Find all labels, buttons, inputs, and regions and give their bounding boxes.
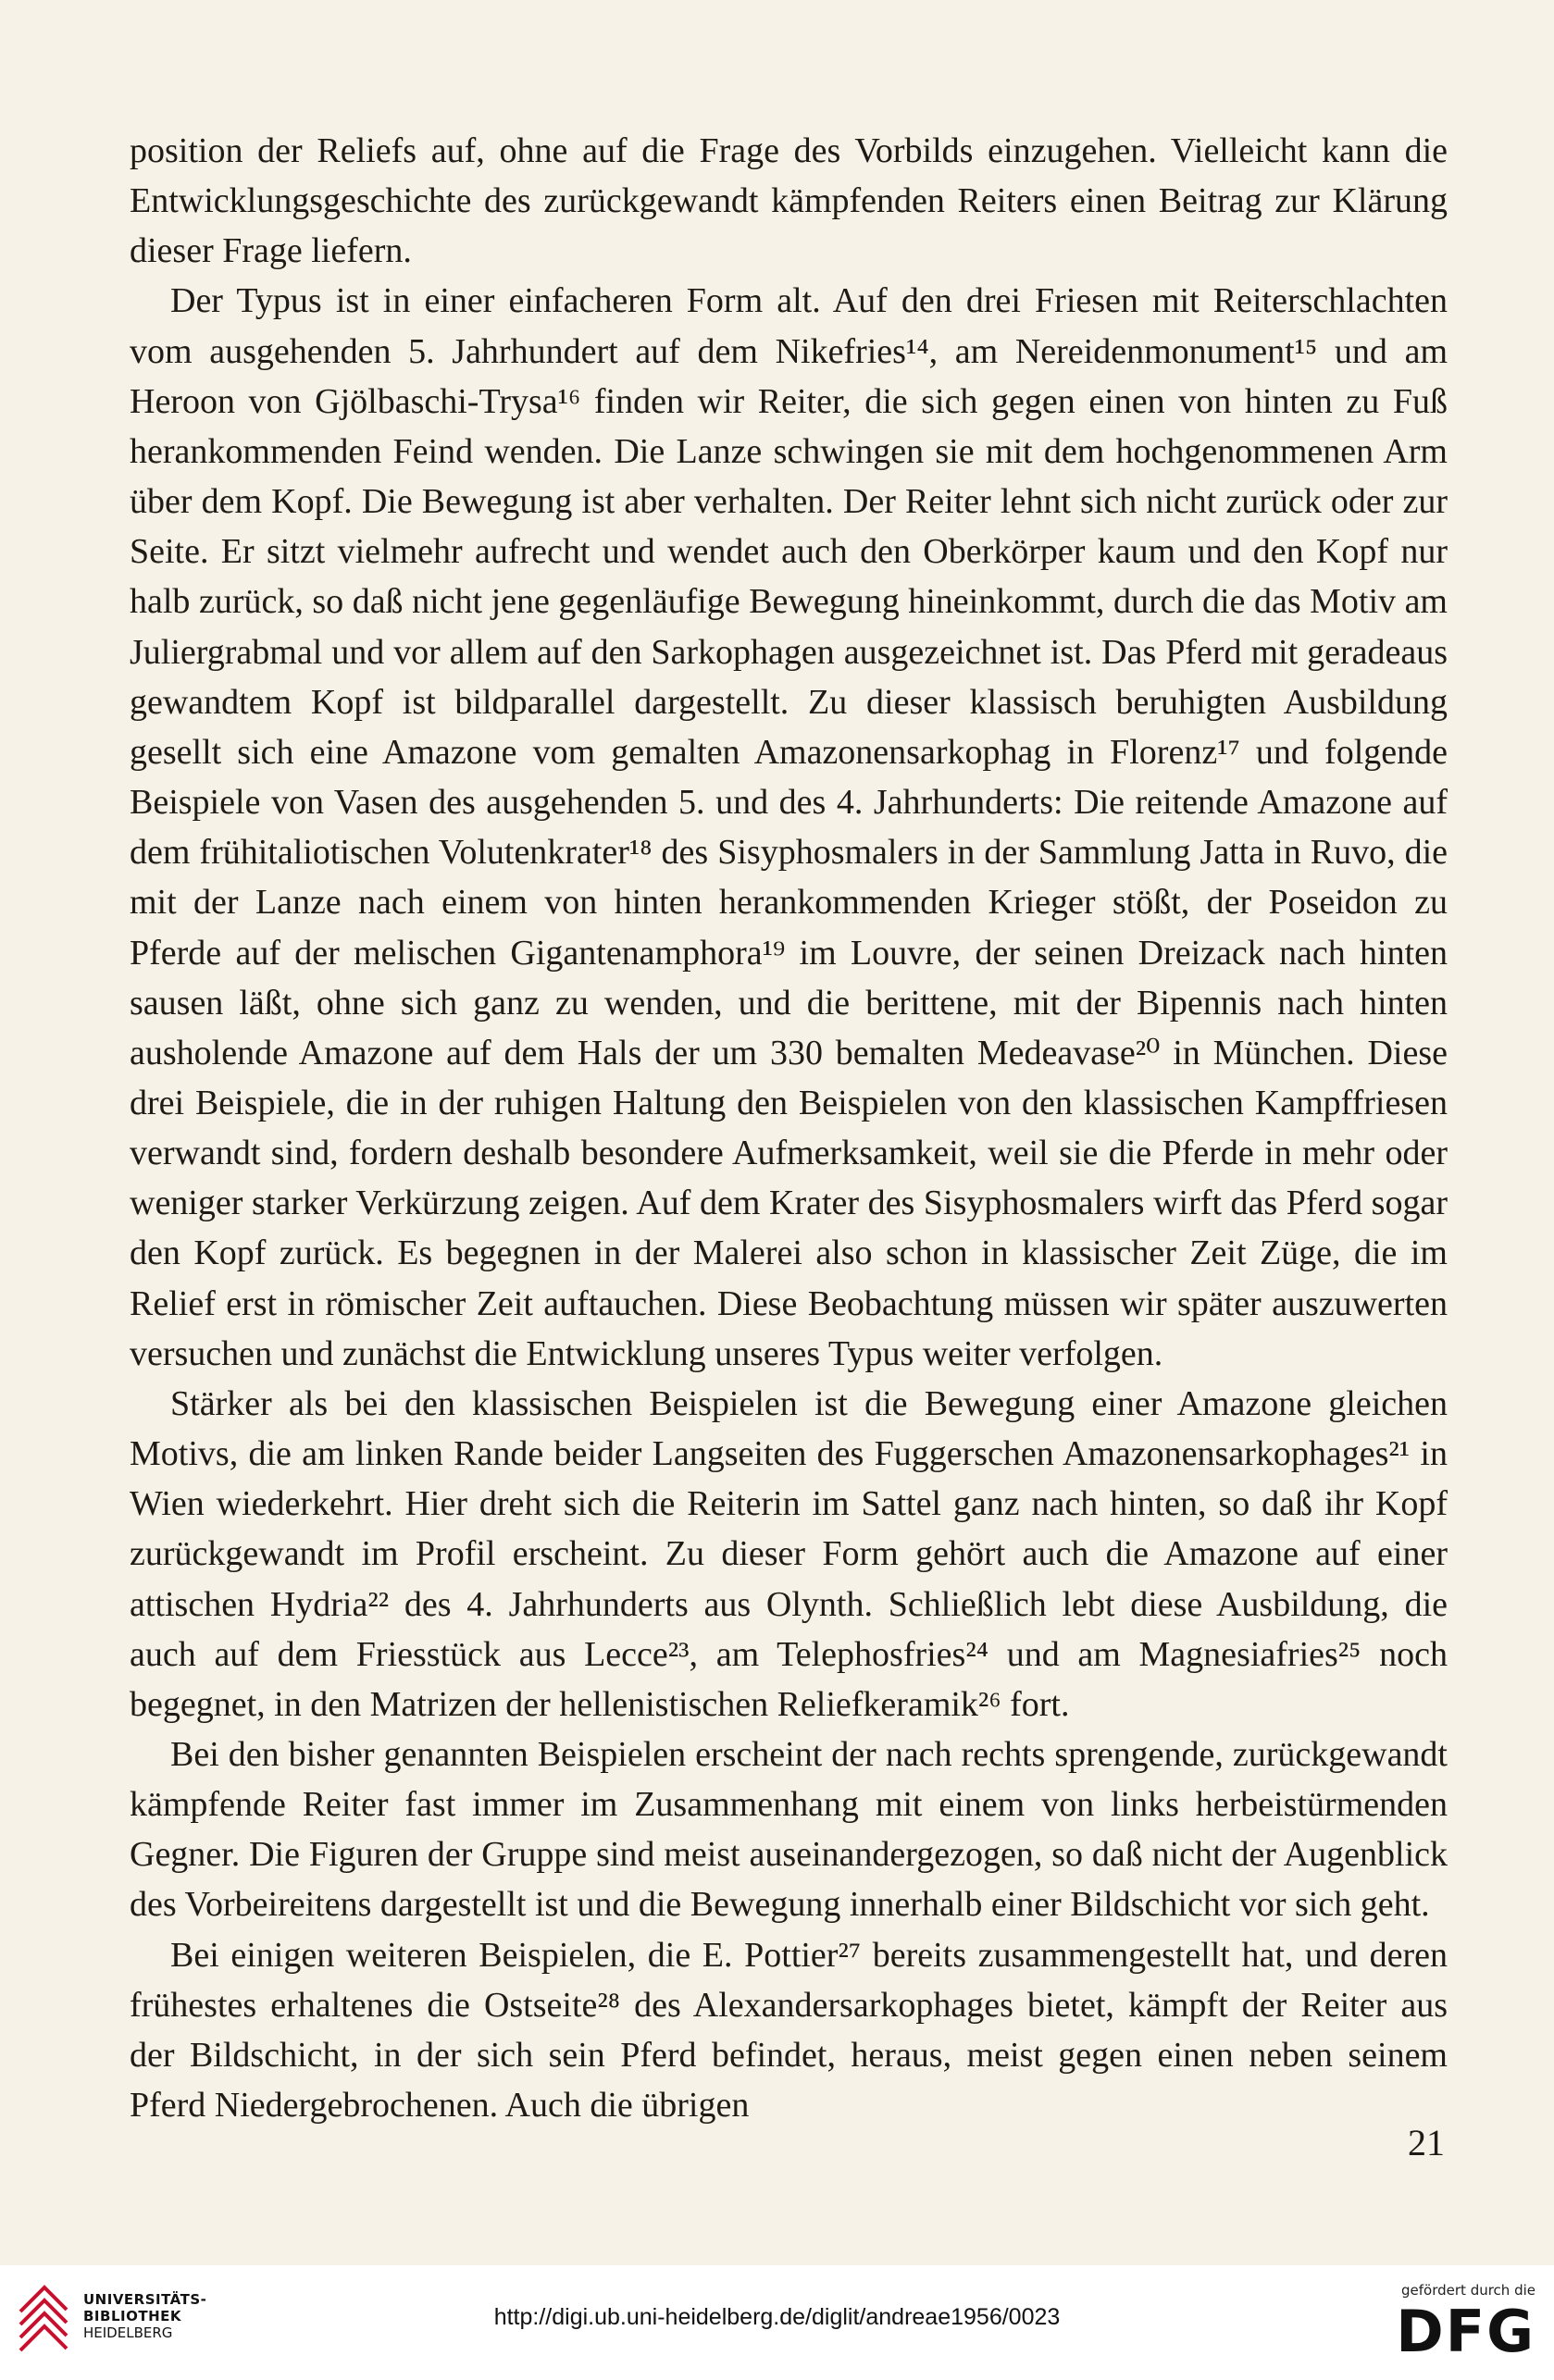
library-line-2: BIBLIOTHEK [83,2308,181,2324]
funded-by-label: gefördert durch die [1401,2282,1535,2299]
footer-bar [0,2265,1554,2380]
body-text [130,126,1448,2130]
page-number: 21 [1408,2122,1445,2163]
paragraph-3: Stärker als bei den klassischen Beispielen ist die Bewegung einer Amazone gleichen Motivs, die am linken Rande beider Langseiten des Fuggerschen Amazonensarkophages²¹ in Wien wiederkehrt. Hier dreht sich die Reiterin im Sattel ganz nach hinten, so daß ihr Kopf zurückgewandt im Profil erscheint. Zu dieser Form gehört auch die Amazone auf einer attischen Hydria²² des 4. Jahrhunderts aus Olynth. Schließlich lebt diese Ausbildung, die auch auf dem Friesstück aus Lecce²³, am Telephosfries²⁴ und am Magnesiafries²⁵ noch begegnet, in den Matrizen der hellenistischen Reliefkeramik²⁶ fort. [130,1383,1448,1724]
dfg-logo: DFG [1396,2298,1535,2365]
funding-credit [1378,2282,1535,2365]
paragraph-4: Bei den bisher genannten Beispielen erscheint der nach rechts sprengende, zurückgewandt kämpfende Reiter fast immer im Zusammenhang mit einem von links herbeistürmenden Gegner. Die Figuren der Gruppe sind meist auseinandergezogen, so daß nicht der Augenblick des Vorbeireitens dargestellt ist und die Bewegung innerhalb einer Bildschicht vor sich geht. [130,1735,1448,1925]
paragraph-2: Der Typus ist in einer einfacheren Form alt. Auf den drei Friesen mit Reiterschlachten vom ausgehenden 5. Jahrhundert auf dem Nikefries¹⁴, am Nereidenmonument¹⁵ und am Heroon von Gjölbaschi-Trysa¹⁶ finden wir Reiter, die sich gegen einen von hinten zu Fuß herankommenden Feind wenden. Die Lanze schwingen sie mit dem hochgenommenen Arm über dem Kopf. Die Bewegung ist aber verhalten. Der Reiter lehnt sich nicht zurück oder zur Seite. Er sitzt vielmehr aufrecht und wendet auch den Oberkörper kaum und den Kopf nur halb zurück, so daß nicht jene gegenläufige Bewegung hineinkommt, durch die das Motiv am Juliergrabmal und vor allem auf den Sarkophagen ausgezeichnet ist. Das Pferd mit geradeaus gewandtem Kopf ist bildparallel dargestellt. Zu dieser klassisch beruhigten Ausbildung gesellt sich eine Amazone vom gemalten Amazonensarkophag in Florenz¹⁷ und folgende Beispiele von Vasen des ausgehenden 5. und des 4. Jahrhunderts: Die reitende Amazone auf dem frühitaliotischen Volutenkrater¹⁸ des Sisyphosmalers in der Sammlung Jatta in Ruvo, die mit der Lanze nach einem von hinten herankommenden Krieger stößt, der Poseidon zu Pferde auf der melischen Gigantenamphora¹⁹ im Louvre, der seinen Dreizack nach hinten sausen läßt, ohne sich ganz zu wenden, und die berittene, mit der Bipennis nach hinten ausholende Amazone auf dem Hals der um 330 bemalten Medeavase²⁰ in München. Diese drei Beispiele, die in der ruhigen Haltung den Beispielen von den klassischen Kampffriesen verwandt sind, fordern deshalb besondere Aufmerksamkeit, weil sie die Pferde in mehr oder weniger starker Verkürzung zeigen. Auf dem Krater des Sisyphosmalers wirft das Pferd sogar den Kopf zurück. Es begegnen in der Malerei also schon in klassischer Zeit Züge, die im Relief erst in römischer Zeit auftauchen. Diese Beobachtung müssen wir später auszuwerten versuchen und zunächst die Entwicklung unseres Typus weiter verfolgen. [130,281,1448,1373]
paragraph-1: position der Reliefs auf, ohne auf die Frage des Vorbilds einzugehen. Vielleicht kann die Entwicklungsgeschichte des zurückgewandt kämpfenden Reiters einen Beitrag zur Klärung dieser Frage liefern. [130,131,1448,271]
paragraph-5: Bei einigen weiteren Beispielen, die E. Pottier²⁷ bereits zusammengestellt hat, und deren frühestes erhaltenes die Ostseite²⁸ des Alexandersarkophages bietet, kämpft der Reiter aus der Bildschicht, in der sich sein Pferd befindet, heraus, meist gegen einen neben seinem Pferd Niedergebrochenen. Auch die übrigen [130,1935,1448,2126]
library-line-1: UNIVERSITÄTS- [83,2291,207,2308]
library-line-3: HEIDELBERG [83,2324,173,2341]
permalink-url[interactable]: http://digi.ub.uni-heidelberg.de/diglit/andreae1956/0023 [493,2304,1061,2330]
